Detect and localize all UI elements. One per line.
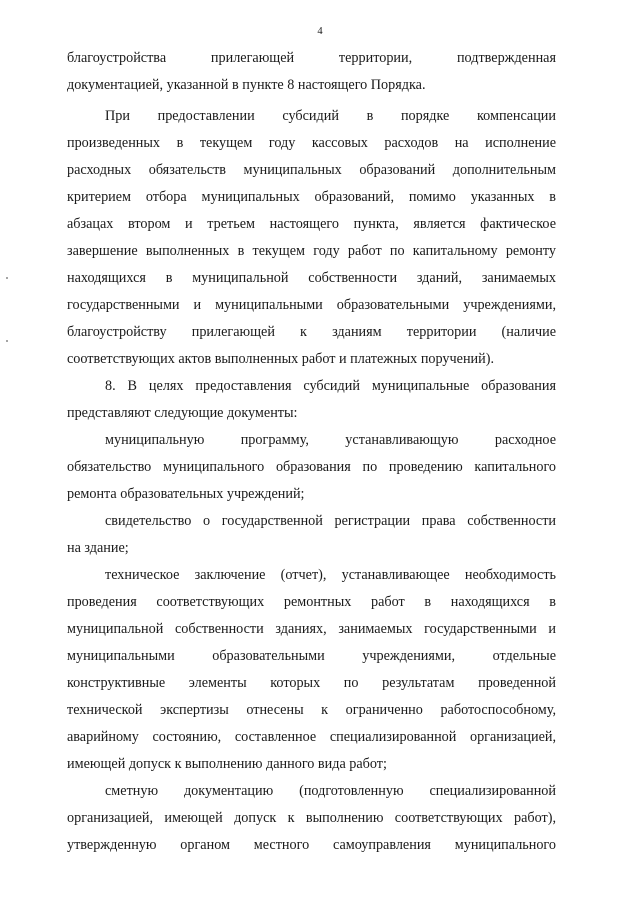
text-line: муниципальную программу, устанавливающую расходное [105, 432, 556, 448]
text-line: критерием отбора муниципальных образований, помимо указанных в [67, 189, 556, 205]
scan-mark [6, 340, 8, 342]
text-line: документацией, указанной в пункте 8 настоящего Порядка. [67, 77, 426, 93]
text-line: государственными и муниципальными образовательными учреждениями, [67, 297, 556, 313]
text-line: аварийному состоянию, составленное специализированной организацией, [67, 729, 556, 745]
text-line: расходных обязательств муниципальных образований дополнительным [67, 162, 556, 178]
text-line: свидетельство о государственной регистрации права собственности [105, 513, 556, 529]
text-line: ремонта образовательных учреждений; [67, 486, 305, 502]
text-line: организацией, имеющей допуск к выполнению соответствующих работ), [67, 810, 556, 826]
text-line: технической экспертизы отнесены к ограниченно работоспособному, [67, 702, 556, 718]
text-line: благоустройства прилегающей территории, подтвержденная [67, 50, 556, 66]
text-line: имеющей допуск к выполнению данного вида работ; [67, 756, 387, 772]
text-line: техническое заключение (отчет), устанавливающее необходимость [105, 567, 556, 583]
text-line: сметную документацию (подготовленную специализированной [105, 783, 556, 799]
scan-mark [6, 277, 8, 279]
text-line: абзацах втором и третьем настоящего пункта, является фактическое [67, 216, 556, 232]
text-line: конструктивные элементы которых по результатам проведенной [67, 675, 556, 691]
text-line: произведенных в текущем году кассовых расходов на исполнение [67, 135, 556, 151]
text-line: обязательство муниципального образования по проведению капитального [67, 459, 556, 475]
document-body [67, 45, 556, 859]
text-line: При предоставлении субсидий в порядке компенсации [105, 108, 556, 124]
text-line: на здание; [67, 540, 129, 556]
text-line: благоустройству прилегающей к зданиям территории (наличие [67, 324, 556, 340]
text-line: утвержденную органом местного самоуправления муниципального [67, 837, 556, 853]
text-line: муниципальными образовательными учреждениями, отдельные [67, 648, 556, 664]
text-line: завершение выполненных в текущем году работ по капитальному ремонту [67, 243, 556, 259]
text-line: находящихся в муниципальной собственности зданий, занимаемых [67, 270, 556, 286]
text-line: соответствующих актов выполненных работ и платежных поручений). [67, 351, 494, 367]
text-line: проведения соответствующих ремонтных работ в находящихся в [67, 594, 556, 610]
page-number: 4 [317, 26, 323, 37]
text-line: представляют следующие документы: [67, 405, 298, 421]
text-line: 8. В целях предоставления субсидий муниципальные образования [105, 378, 556, 394]
text-line: муниципальной собственности зданиях, занимаемых государственными и [67, 621, 556, 637]
